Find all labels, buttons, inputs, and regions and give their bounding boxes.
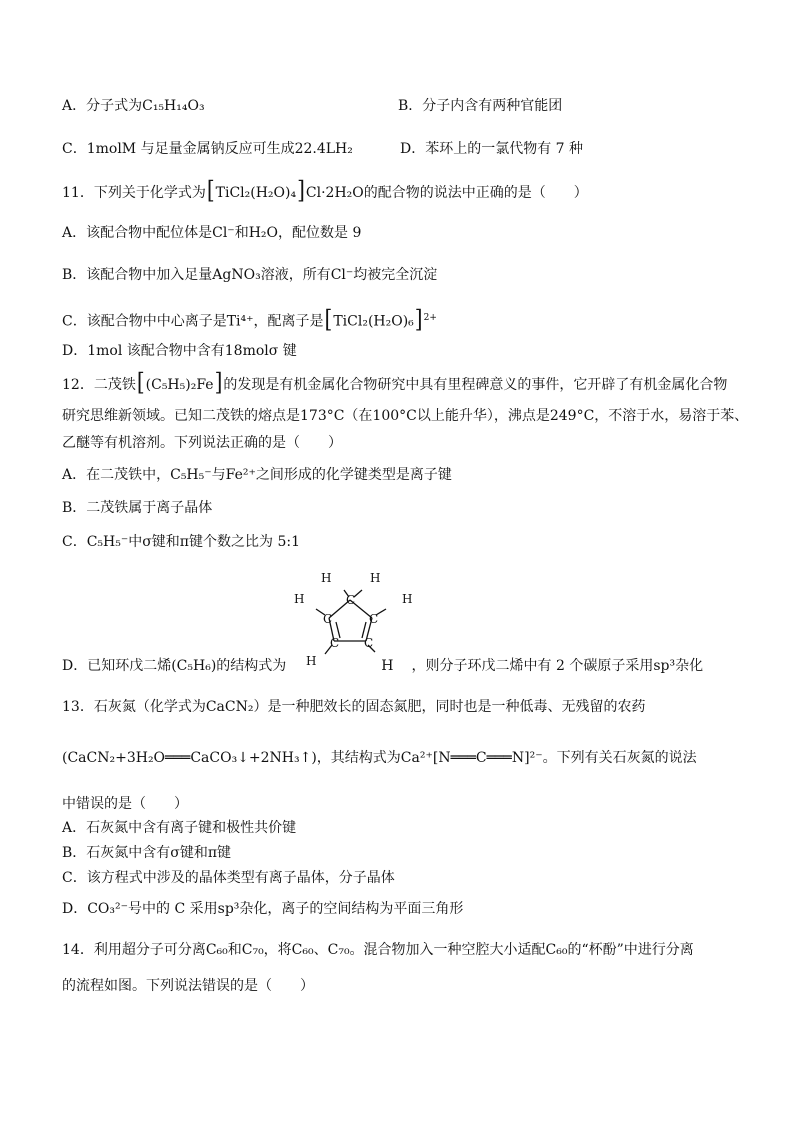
q13-option-c: C．该方程式中涉及的晶体类型有离子晶体，分子晶体 <box>62 870 395 886</box>
atom-c: C <box>369 612 379 626</box>
q12-option-d-tail: ，则分子环戊二烯中有 2 个碳原子采用sp³杂化 <box>411 658 704 674</box>
q13-option-a: A．石灰氮中含有离子键和极性共价键 <box>62 820 297 836</box>
q12-option-a: A．在二茂铁中，C₅H₅⁻与Fe²⁺之间形成的化学键类型是离子键 <box>62 467 452 483</box>
q13-stem-line3: 中错误的是（ ） <box>62 796 188 812</box>
atom-h: H <box>294 592 305 606</box>
q12-stem-lead: 12．二茂铁 <box>62 377 136 393</box>
q11-option-d: D．1mol 该配合物中含有18molσ 键 <box>62 343 297 359</box>
atom-h: H <box>321 571 332 585</box>
q12-option-c: C．C₅H₅⁻中σ键和π键个数之比为 5:1 <box>62 534 300 550</box>
q11-formula-inner: TiCl₂(H₂O)₄ <box>215 185 297 201</box>
q11-stem: 11．下列关于化学式为[TiCl₂(H₂O)₄]Cl·2H₂O的配合物的说法中正确的是（ ） <box>62 175 588 205</box>
q11-option-c-lead: C．该配合物中中心离子是Ti⁴⁺，配离子是 <box>62 313 324 330</box>
q13-option-d: D．CO₃²⁻号中的 C 采用sp³杂化，离子的空间结构为平面三角形 <box>62 901 464 917</box>
q10-option-c: C．1molM 与足量金属钠反应可生成22.4LH₂ <box>62 141 353 157</box>
q11-option-a: A．该配合物中配位体是Cl⁻和H₂O，配位数是 9 <box>62 225 362 241</box>
q10-option-a: A．分子式为C₁₅H₁₄O₃ <box>62 98 205 114</box>
q14-stem-line1: 14．利用超分子可分离C₆₀和C₇₀，将C₆₀、C₇₀。混合物加入一种空腔大小适配C₆₀的“杯酚”中进行分离 <box>62 942 694 958</box>
atom-c: C <box>330 636 340 650</box>
q13-stem-line1: 13．石灰氮（化学式为CaCN₂）是一种肥效长的固态氮肥，同时也是一种低毒、无残留的农药 <box>62 699 646 715</box>
q12-stem-line1: 12．二茂铁[(C₅H₅)₂Fe]的发现是有机金属化合物研究中具有里程碑意义的事件，它开辟了有机金属化合物 <box>62 367 728 397</box>
q12-option-b: B．二茂铁属于离子晶体 <box>62 500 213 516</box>
q10-option-d: D．苯环上的一氯代物有 7 种 <box>400 141 584 157</box>
q12-stem-line3: 乙醚等有机溶剂。下列说法正确的是（ ） <box>62 435 342 451</box>
q13-option-b: B．石灰氮中含有σ键和π键 <box>62 845 232 861</box>
q12-stem-line2: 研究思维新领域。已知二茂铁的熔点是173°C（在100°C以上能升华），沸点是249°C，不溶于水，易溶于苯、 <box>62 408 749 424</box>
q11-ion-charge: 2+ <box>423 313 437 323</box>
q12-ferrocene-formula: (C₅H₅)₂Fe <box>145 377 214 393</box>
q11-complex-ion: TiCl₂(H₂O)₆ <box>333 313 414 330</box>
atom-c: C <box>364 636 374 650</box>
atom-c: C <box>346 593 356 607</box>
q14-stem-line2: 的流程如图。下列说法错误的是（ ） <box>62 978 314 994</box>
q10-option-b: B．分子内含有两种官能团 <box>398 98 563 114</box>
q11-option-b: B．该配合物中加入足量AgNO₃溶液，所有Cl⁻均被完全沉淀 <box>62 267 438 283</box>
atom-h: H <box>306 654 317 668</box>
atom-h: H <box>370 571 381 585</box>
q13-stem-line2: (CaCN₂+3H₂O═══CaCO₃↓+2NH₃↑)，其结构式为Ca²⁺[N═══C═══N]²⁻。下列有关石灰氮的说法 <box>62 750 697 766</box>
q11-formula-after: Cl·2H₂O <box>305 185 364 201</box>
q11-option-c: C．该配合物中中心离子是Ti⁴⁺，配离子是[TiCl₂(H₂O)₆]$^{2+}$ <box>62 304 437 334</box>
structure-h: H <box>381 658 394 674</box>
q12-option-d-lead: D．已知环戊二烯(C₅H₆)的结构式为 <box>62 658 287 674</box>
atom-h: H <box>402 592 413 606</box>
q11-stem-tail: 的配合物的说法中正确的是（ ） <box>363 185 588 201</box>
q12-option-d <box>62 656 703 676</box>
q12-stem-tail: 的发现是有机金属化合物研究中具有里程碑意义的事件，它开辟了有机金属化合物 <box>223 377 728 393</box>
q11-stem-lead: 11．下列关于化学式为 <box>62 185 206 201</box>
atom-c: C <box>323 612 333 626</box>
